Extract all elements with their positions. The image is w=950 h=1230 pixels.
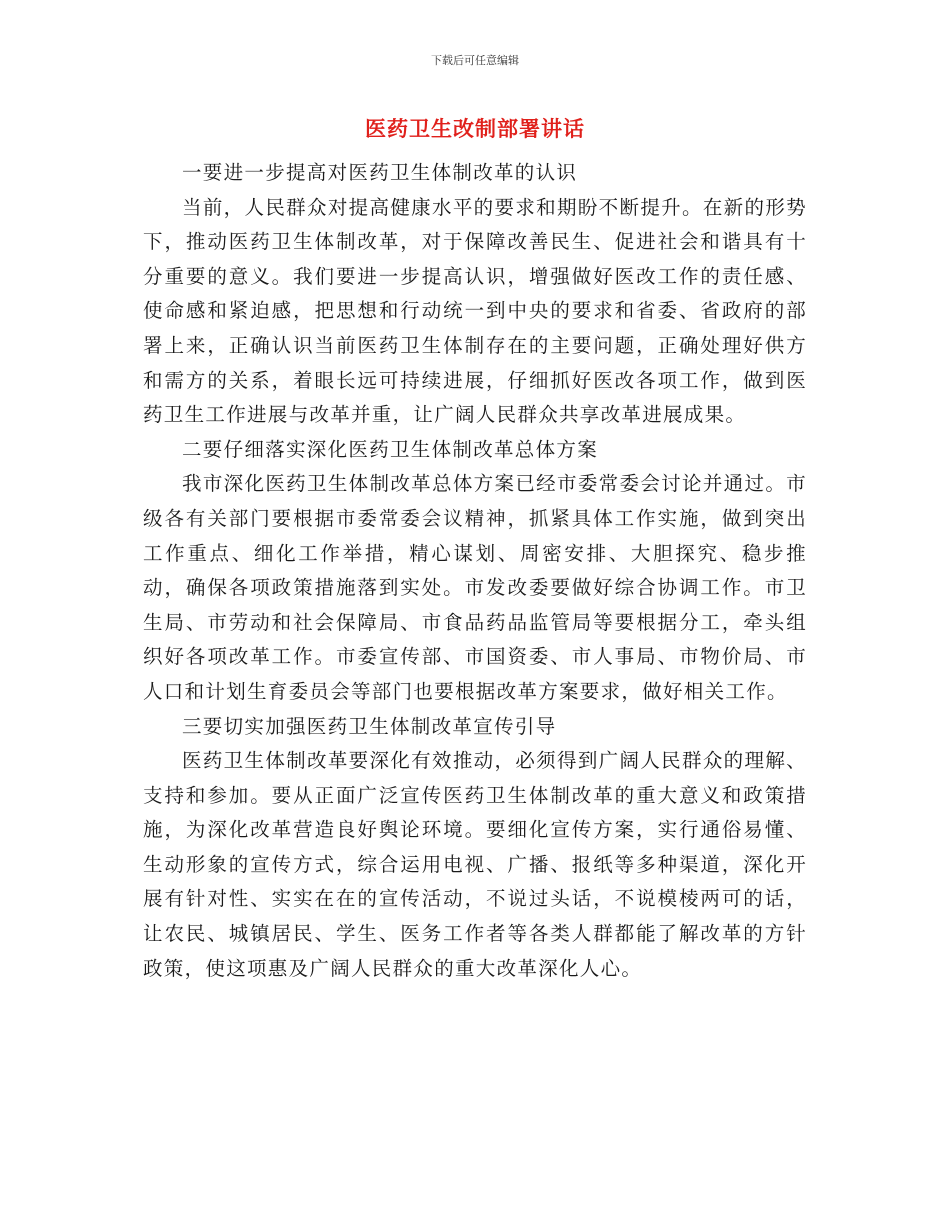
paragraph-1: 当前，人民群众对提高健康水平的要求和期盼不断提升。在新的形势下，推动医药卫生体制改革，对于保障改善民生、促进社会和谐具有十分重要的意义。我们要进一步提高认识，增强做好医改工作的责任感、使命感和紧迫感，把思想和行动统一到中央的要求和省委、省政府的部署上来，正确认识当前医药卫生体制存在的主要问题，正确处理好供方和需方的关系，着眼长远可持续进展，仔细抓好医改各项工作，做到医药卫生工作进展与改革并重，让广阔人民群众共享改革进展成果。 [143,195,807,427]
paragraph-2: 我市深化医药卫生体制改革总体方案已经市委常委会讨论并通过。市级各有关部门要根据市委常委会议精神，抓紧具体工作实施，做到突出工作重点、细化工作举措，精心谋划、周密安排、大胆探究、稳步推动，确保各项政策措施落到实处。市发改委要做好综合协调工作。市卫生局、市劳动和社会保障局、市食品药品监管局等要根据分工，牵头组织好各项改革工作。市委宣传部、市国资委、市人事局、市物价局、市人口和计划生育委员会等部门也要根据改革方案要求，做好相关工作。 [143,472,807,703]
document-title: 医药卫生改制部署讲话 [365,117,585,141]
section-heading-3: 三要切实加强医药卫生体制改革宣传引导 [182,714,557,738]
paragraph-3: 医药卫生体制改革要深化有效推动，必须得到广阔人民群众的理解、支持和参加。要从正面广泛宣传医药卫生体制改革的重大意义和政策措施，为深化改革营造良好舆论环境。要细化宣传方案，实行通俗易懂、生动形象的宣传方式，综合运用电视、广播、报纸等多种渠道，深化开展有针对性、实实在在的宣传活动，不说过头话，不说模棱两可的话，让农民、城镇居民、学生、医务工作者等各类人群都能了解改革的方针政策，使这项惠及广阔人民群众的重大改革深化人心。 [143,749,807,980]
page-header: 下载后可任意编辑 [431,54,519,67]
section-heading-1: 一要进一步提高对医药卫生体制改革的认识 [182,161,578,184]
document-body [143,156,807,986]
section-heading-2: 二要仔细落实深化医药卫生体制改革总体方案 [182,437,599,461]
